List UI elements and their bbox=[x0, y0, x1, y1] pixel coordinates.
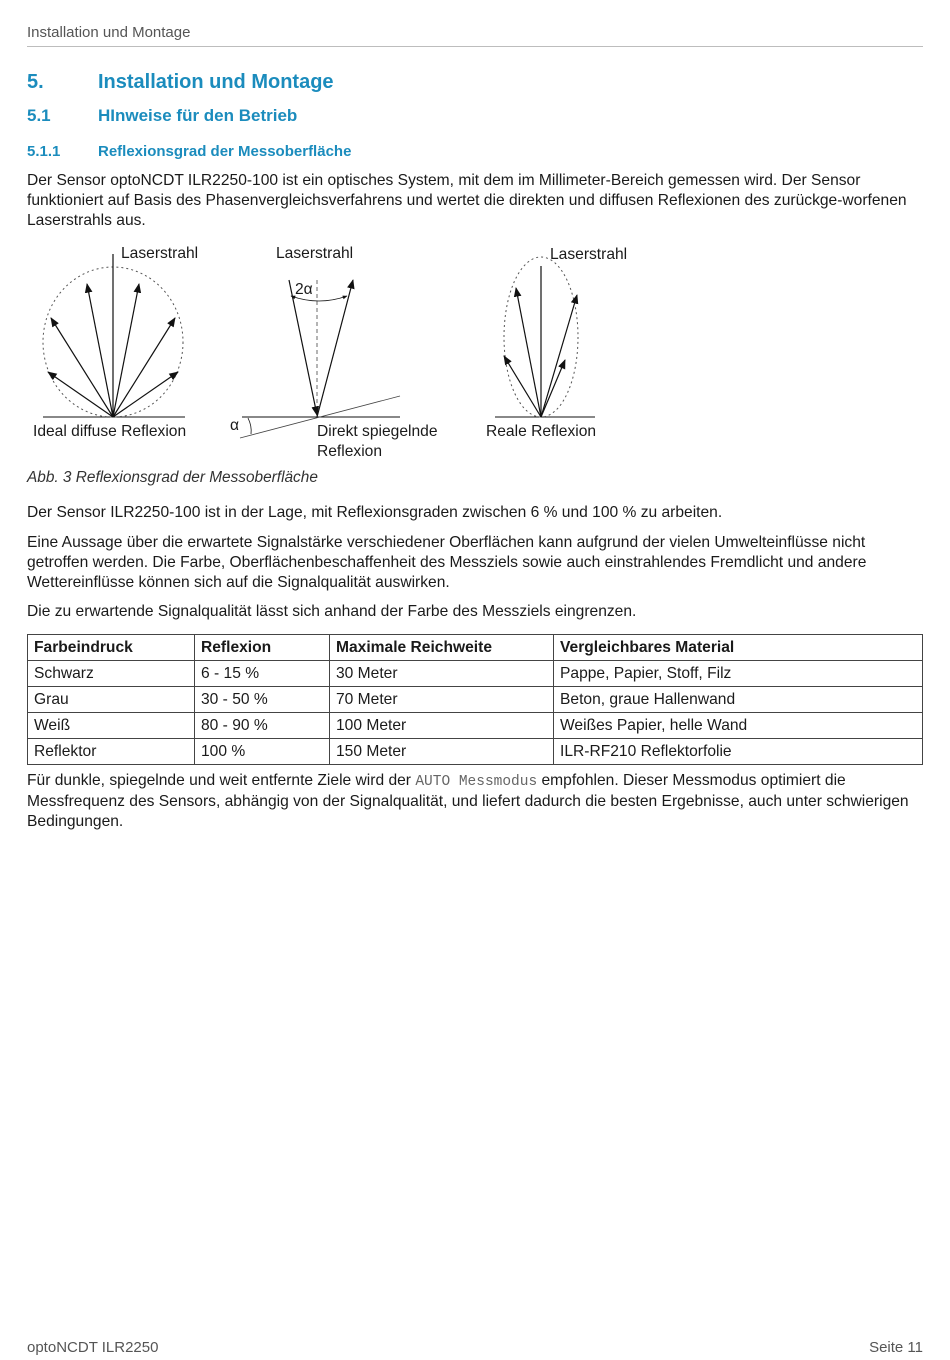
figure-caption: Abb. 3 Reflexionsgrad der Messoberfläche bbox=[27, 469, 318, 486]
heading-section-5-1-1 bbox=[27, 143, 351, 160]
auto-mode-code: AUTO Messmodus bbox=[415, 774, 538, 790]
table-cell: 6 - 15 % bbox=[195, 661, 330, 687]
table-header-row bbox=[28, 635, 923, 661]
table-row bbox=[28, 661, 923, 687]
influences-paragraph: Eine Aussage über die erwartete Signalstärke verschiedener Oberflächen kann aufgrund der vielen Umwelteinflüsse nicht getroffen werden. Die Farbe, Oberflächenbeschaffenheit des Messziels sowie auch einstrahlendes Fremdlicht und andere Wettereinflüsse können sich auf die Signalqualität auswirken. bbox=[27, 534, 867, 591]
column-header: Vergleichbares Material bbox=[554, 635, 923, 661]
closing-text-end: empfohlen. Dieser Messmodus optimiert die Messfrequenz des Sensors, abhängig von der Signalqualität, und liefert dadurch die besten Ergebnisse, auch unter schwierigen Bedingungen. bbox=[27, 772, 909, 830]
angle-alpha-label: α bbox=[230, 417, 240, 434]
table-row bbox=[28, 713, 923, 739]
table-cell: Beton, graue Hallenwand bbox=[554, 687, 923, 713]
heading-title: Installation und Montage bbox=[98, 71, 334, 93]
closing-paragraph bbox=[27, 771, 923, 832]
heading-title: Reflexionsgrad der Messoberfläche bbox=[98, 143, 352, 160]
table-cell: Schwarz bbox=[28, 661, 195, 687]
label-specular-line2: Reflexion bbox=[317, 443, 383, 460]
table-cell: 70 Meter bbox=[330, 687, 554, 713]
table-cell: 100 % bbox=[195, 739, 330, 765]
column-header: Reflexion bbox=[195, 635, 330, 661]
table-cell: Reflektor bbox=[28, 739, 195, 765]
diagram-ideal-diffuse bbox=[43, 254, 185, 417]
laser-label-diffuse: Laserstrahl bbox=[121, 245, 199, 262]
heading-title: HInweise für den Betrieb bbox=[98, 106, 298, 125]
table-row bbox=[28, 687, 923, 713]
column-header: Maximale Reichweite bbox=[330, 635, 554, 661]
laser-label-real: Laserstrahl bbox=[550, 246, 628, 263]
reflection-table bbox=[27, 634, 923, 765]
table-cell: 80 - 90 % bbox=[195, 713, 330, 739]
intro-paragraph: Der Sensor optoNCDT ILR2250-100 ist ein optisches System, mit dem im Millimeter-Bereich gemessen wird. Der Sensor funktioniert auf Basis des Phasenvergleichsverfahrens und wertet die direkten und diffusen Reflexionen des zurückge-worfenen Laserstrahls aus. bbox=[27, 172, 907, 229]
table-cell: ILR-RF210 Reflektorfolie bbox=[554, 739, 923, 765]
diagram-real bbox=[495, 257, 595, 417]
laser-label-specular: Laserstrahl bbox=[276, 245, 354, 262]
table-cell: 30 Meter bbox=[330, 661, 554, 687]
label-real-reflection: Reale Reflexion bbox=[486, 423, 597, 440]
table-cell: 100 Meter bbox=[330, 713, 554, 739]
table-row bbox=[28, 739, 923, 765]
heading-section-5-1 bbox=[27, 106, 297, 126]
label-ideal-diffuse: Ideal diffuse Reflexion bbox=[33, 423, 187, 440]
table-cell: Weiß bbox=[28, 713, 195, 739]
heading-number: 5.1.1 bbox=[27, 143, 61, 160]
footer-page-number: Seite 11 bbox=[869, 1339, 923, 1356]
table-cell: 150 Meter bbox=[330, 739, 554, 765]
running-header: Installation und Montage bbox=[27, 24, 191, 41]
range-paragraph: Der Sensor ILR2250-100 ist in der Lage, mit Reflexionsgraden zwischen 6 % und 100 % zu arbeiten. bbox=[27, 504, 723, 521]
angle-2alpha-label: 2α bbox=[295, 281, 313, 298]
diagram-specular bbox=[240, 280, 400, 438]
closing-text-start: Für dunkle, spiegelnde und weit entfernte Ziele wird der bbox=[27, 772, 416, 789]
heading-number: 5. bbox=[27, 71, 44, 93]
table-cell: 30 - 50 % bbox=[195, 687, 330, 713]
header-rule bbox=[27, 46, 923, 47]
column-header: Farbeindruck bbox=[28, 635, 195, 661]
heading-number: 5.1 bbox=[27, 106, 51, 125]
heading-section-5 bbox=[27, 71, 334, 94]
label-specular-line1: Direkt spiegelnde bbox=[317, 423, 438, 440]
quality-paragraph: Die zu erwartende Signalqualität lässt sich anhand der Farbe des Messziels eingrenzen. bbox=[27, 603, 637, 620]
table-cell: Pappe, Papier, Stoff, Filz bbox=[554, 661, 923, 687]
table-cell: Grau bbox=[28, 687, 195, 713]
footer-product: optoNCDT ILR2250 bbox=[27, 1339, 159, 1356]
table-cell: Weißes Papier, helle Wand bbox=[554, 713, 923, 739]
